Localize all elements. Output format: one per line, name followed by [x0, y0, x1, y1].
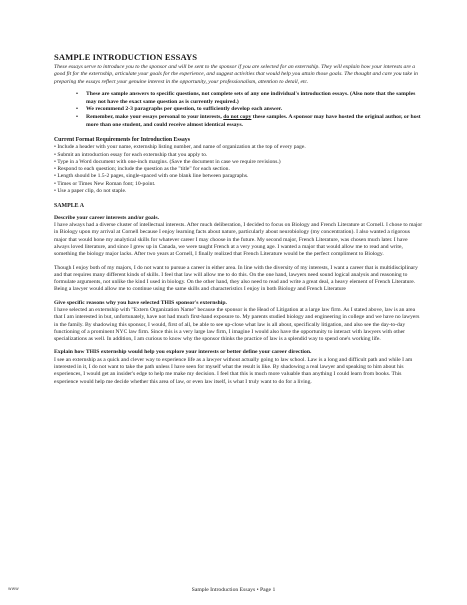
requirement-item: • Submit an introduction essay for each externship that you apply to. — [54, 151, 208, 158]
requirements-list — [54, 144, 423, 194]
section-question: Describe your career interests and/or goals. — [54, 214, 159, 221]
requirement-item: • Include a header with your name, externship listing number, and name of organization at the top of every page. — [54, 144, 306, 151]
requirement-item: • Use a paper clip, do not staple. — [54, 187, 127, 194]
corner-mark: www — [8, 587, 19, 592]
underlined-phrase: do not copy — [223, 114, 252, 121]
section-paragraph: I have always had a diverse cluster of intellectual interests. After much deliberation, I decided to focus on Biology and French Literature at Cornell. I chose to major in Biology upon my arrival at Cornell because I enjoy learning facts about nature, particularly about neurobiology (my concentration). I also wanted a rigorous major that would hone my analytical skills for whatever career I may choose in the future. My second major, French Literature, was chosen much later. I have always loved literature, and since I grew up in Canada, we were taught French at a very young age. I wanted a major that would allow me to read and write, something the biology major lacks. After two years at Cornell, I finally realized that French Literature would be the perfect compliment to Biology. — [54, 222, 423, 258]
requirement-item: • Length should be 1.5-2 pages, single-spaced with one blank line between paragraphs. — [54, 173, 249, 180]
section-question: Explain how THIS externship would help you explore your interests or better define your career direction. — [54, 349, 312, 356]
page-footer: Sample Introduction Essays • Page 1 — [191, 587, 276, 593]
requirement-item: • Type in a Word document with one-inch margins. (Save the document in case we require revisions.) — [54, 158, 281, 165]
notes-list — [54, 91, 423, 129]
bullet-icon: • — [76, 106, 78, 113]
section-paragraph: I have selected an externship with "Extern Organization Name" because the sponsor is the Head of Litigation at a large law firm. As I stated above, law is an area that I am interested in but, unfortunately, have not had much first-hand exposure to. My parents studied biology and engineering in college and we have no lawyers in the family. By shadowing this sponsor, I would, first of all, be able to see up-close what law is all about, specifically litigation, and also see the day-to-day functioning of a prominent NYC law firm. Since this is a very large law firm, I imagine I would also have the opportunity to interact with lawyers with other specializations as well. In addition, I am curious to know why the sponsor thinks the practice of law is a splendid way to spend one's working life. — [54, 306, 420, 343]
note-item: • Remember, make your essays personal to your interests, do not copy these samples. A sponsor may have hosted the original author, or host more than one student, and could receive almost identical essays. — [76, 114, 421, 128]
sample-heading: SAMPLE A — [54, 202, 84, 209]
note-item: • These are sample answers to specific questions, not complete sets of any one individual's introduction essays. (Also note that the samples may not have the exact same question as is currently required.) — [76, 91, 416, 105]
section-question: Give specific reasons why you have selected THIS sponsor's externship. — [54, 299, 227, 306]
section-paragraph: Though I enjoy both of my majors, I do not want to pursue a career in either area. In line with the diversity of my interests, I want a career that is multidisciplinary and that requires many different kinds of skills. I feel that law will allow me to do this. On the one hand, lawyers need sound logical analysis and reasoning to formulate arguments, not unlike the kind I used in biology. On the other hand, they also need to read and write a great deal, a heavy element of French Literature. Being a lawyer would allow me to continue using the same skills and characteristics I enjoy in both Biology and French Literature — [54, 264, 418, 293]
requirements-heading: Current Format Requirements for Introduction Essays — [54, 136, 190, 143]
intro-paragraph: These essays serve to introduce you to the sponsor and will be sent to the sponsor if you are selected for an externship. They will explain how your interests are a good fit for the externship, articulate your goals for the experience, and suggest activities that would help you attain those goals. The thought and care you take in preparing the essays reflect your genuine interest in the opportunity, your professionalism, attention to detail, etc. — [54, 64, 418, 85]
document-title: SAMPLE INTRODUCTION ESSAYS — [54, 52, 198, 62]
requirement-item: • Respond to each question; include the question as the "title" for each section. — [54, 166, 230, 173]
note-item: • We recommend 2-3 paragraphs per question, to sufficiently develop each answer. — [76, 106, 283, 113]
bullet-icon: • — [76, 114, 78, 121]
section-paragraph: I see an externship as a quick and clever way to experience life as a lawyer without actually going to law school. Law is a long and difficult path and while I am interested in it, I do not want to take the path unless I have seen for myself what the result is like. By shadowing a real lawyer and speaking to him about his experiences, I would get an insider's edge to help me make my decision. I feel that this is much more valuable than anything I could learn from books. This experience would help me decide whether this area of law, or even law itself, is what I truly want to do for a living. — [54, 356, 413, 385]
requirement-item: • Times or Times New Roman font; 10-point. — [54, 180, 156, 187]
bullet-icon: • — [76, 91, 78, 98]
